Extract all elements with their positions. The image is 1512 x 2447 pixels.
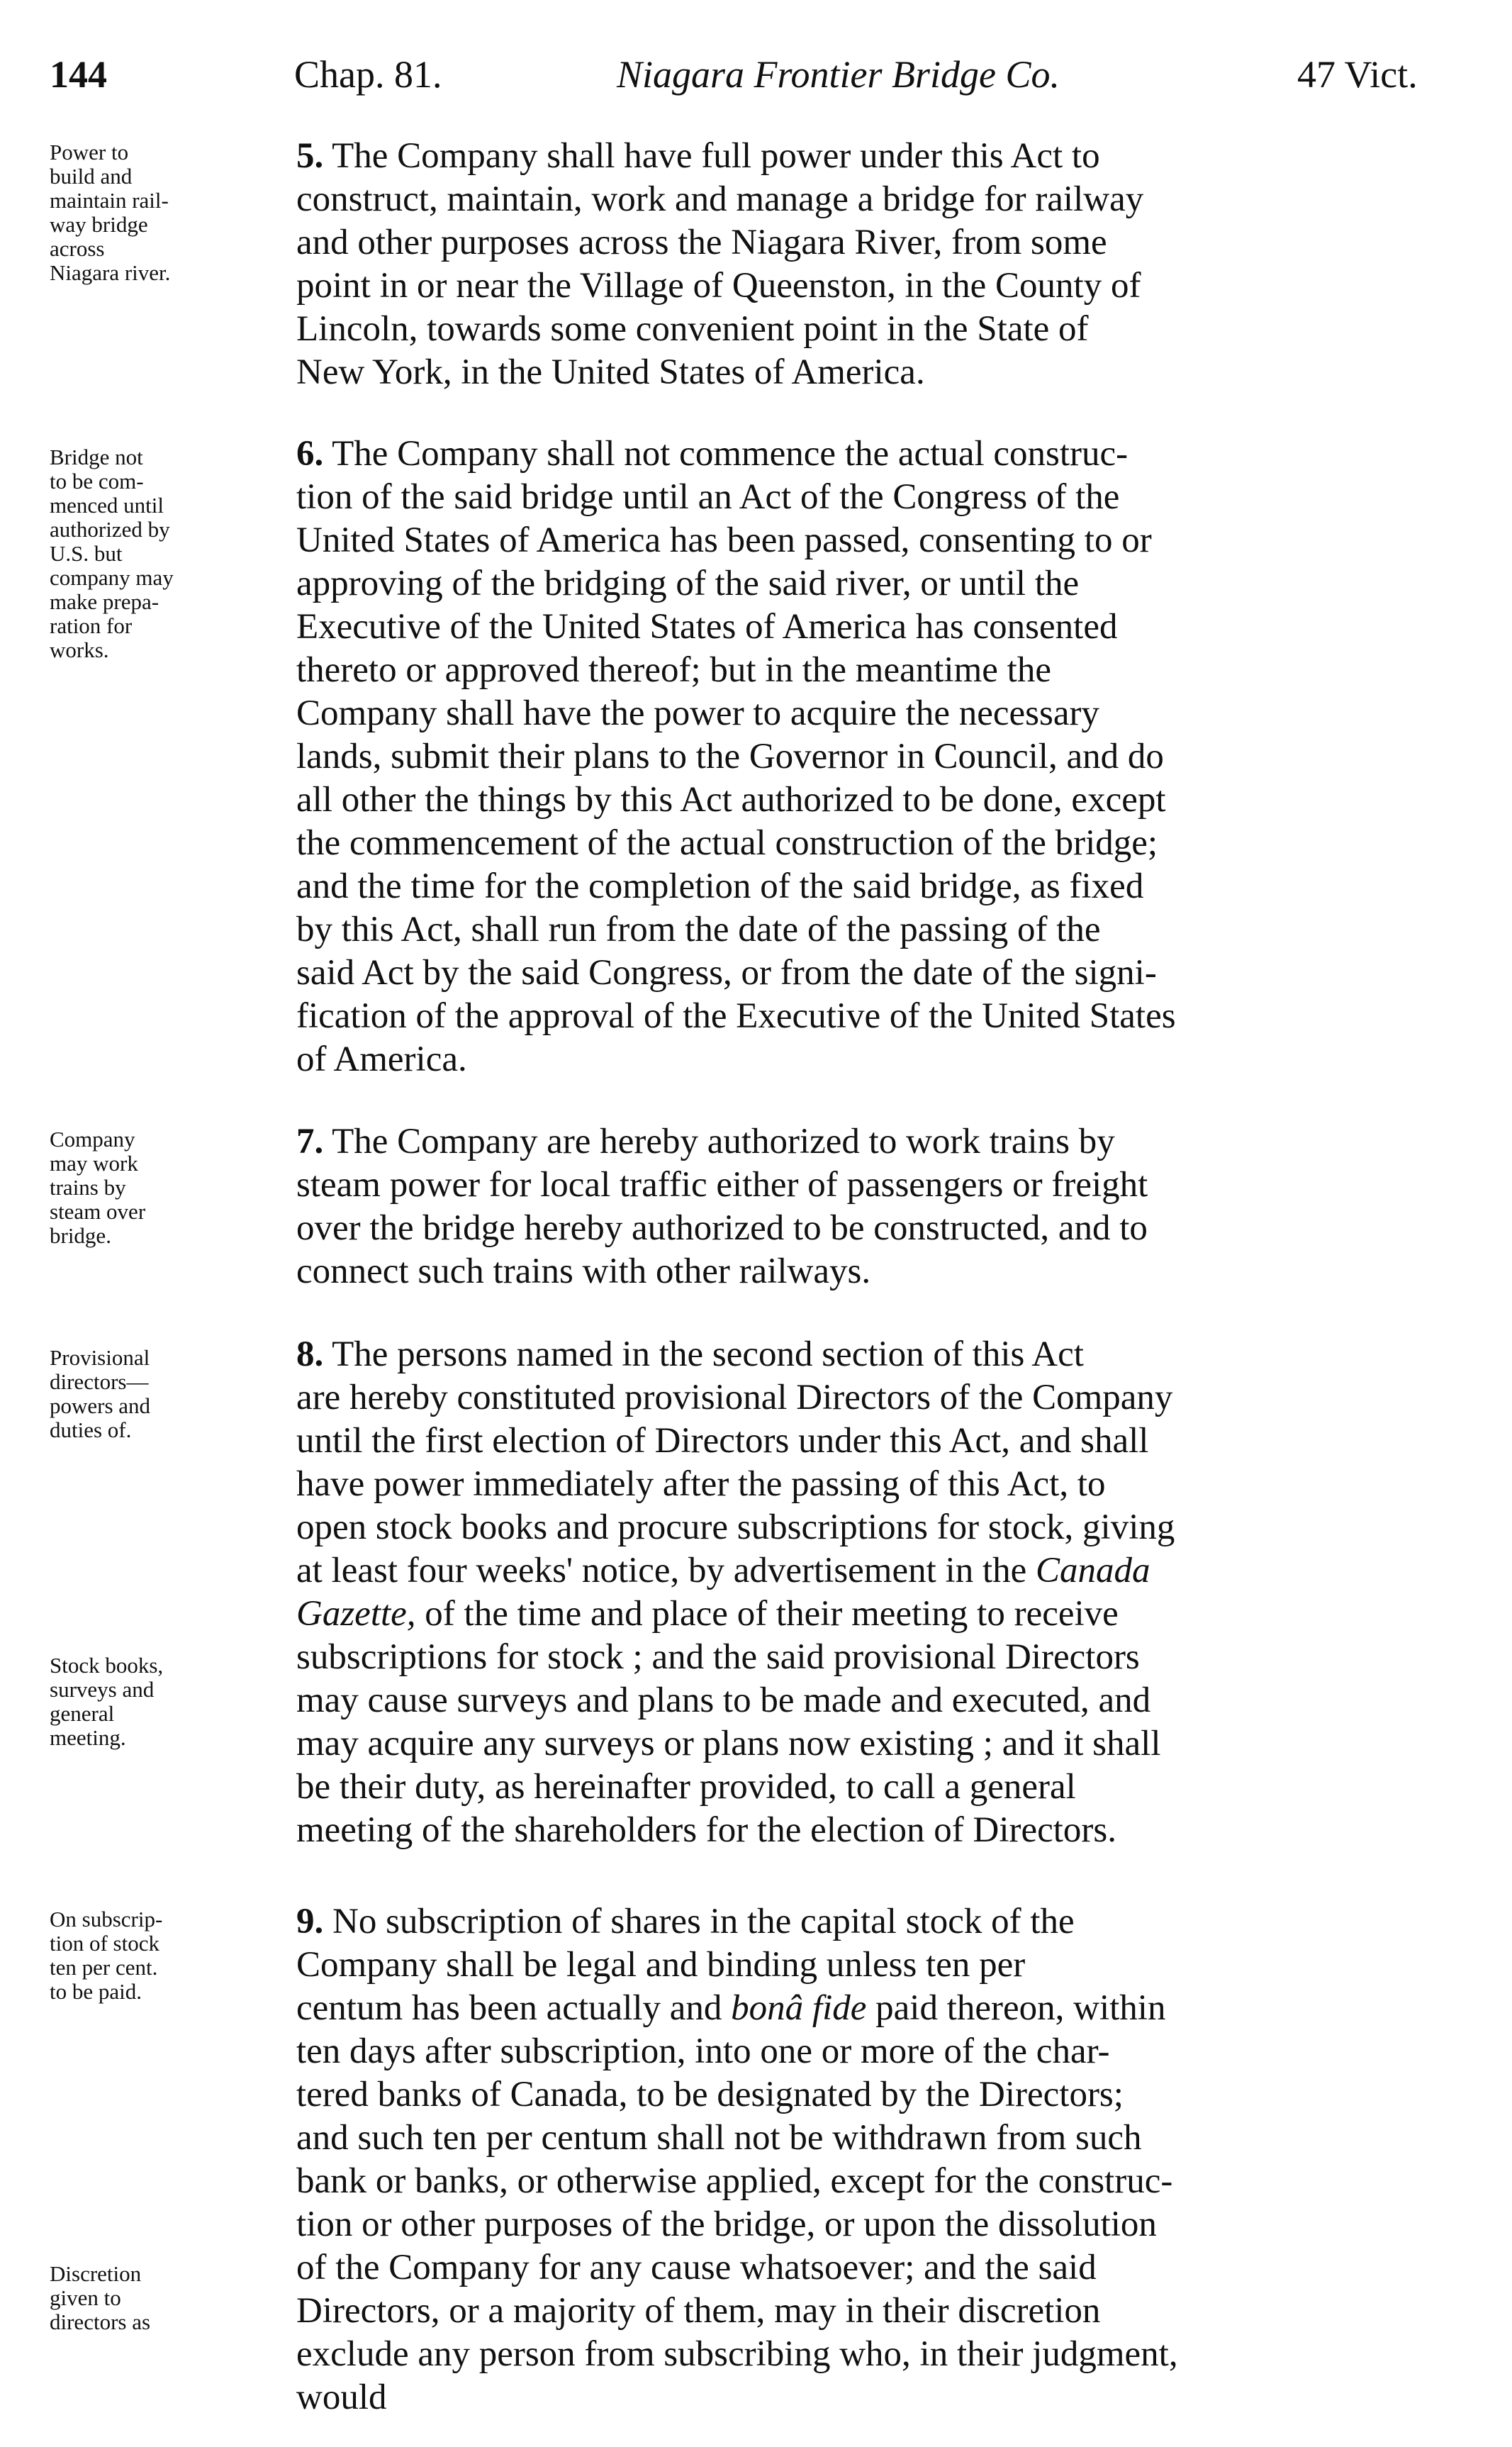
running-title: Niagara Frontier Bridge Co. (617, 53, 1060, 96)
section-body-part-1: No subscription of shares in the capital stock of the Company shall be legal and binding unless ten per centum has been actually and (296, 1902, 1075, 2028)
section-number: 5. (296, 136, 324, 176)
page-number: 144 (50, 53, 107, 96)
section-text (296, 135, 1438, 394)
margin-note: Bridge not to be com- menced until authorized by U.S. but company may make prepa- ration for works. (50, 445, 174, 662)
italic-publication-name: Canada Gazette, (296, 1551, 1150, 1634)
section-text (296, 1900, 1438, 2419)
margin-note-secondary: Discretion given to directors as (50, 2261, 151, 2334)
margin-note: Power to build and maintain rail- way bridge across Niagara river. (50, 140, 171, 285)
section-body-part-2: paid thereon, within ten days after subscription, into one or more of the char- tered banks of Canada, to be designated by the Directors; and such ten per centum shall not be withdrawn from such bank or banks, or otherwise applied, except for the construc- tion or other purposes of the bridge, or upon the dissolution of the Company for any cause whatsoever; and the said Directors, or a majority of them, may in their discretion exclude any person from subscribing who, in their judgment, would (296, 1988, 1178, 2417)
section-body-part-1: The persons named in the second section of this Act are hereby constituted provisional Directors of the Company until the first election of Directors under this Act, and shall have power immediately after the passing of this Act, to open stock books and procure subscriptions for stock, giving at least four weeks' notice, by advertisement in the (296, 1334, 1175, 1590)
margin-note: On subscrip- tion of stock ten per cent. to be paid. (50, 1907, 163, 2004)
margin-note-secondary: Stock books, surveys and general meeting. (50, 1653, 164, 1750)
section-number: 8. (296, 1334, 324, 1374)
regnal-year: 47 Vict. (1297, 53, 1418, 96)
running-header (50, 43, 1460, 106)
margin-note: Company may work trains by steam over bridge. (50, 1127, 146, 1248)
italic-latin-phrase: bonâ fide (731, 1988, 867, 2028)
section-body: The Company shall have full power under this Act to construct, maintain, work and manage a bridge for railway and other purposes across the Niagara River, from some point in or near the Village of Queenston, in the County of Lincoln, towards some convenient point in the State of New York, in the United States of America. (296, 136, 1144, 392)
section-text (296, 1333, 1438, 1852)
section-body: The Company are hereby authorized to work trains by steam power for local traffic either of passengers or freight over the bridge hereby authorized to be constructed, and to connect such trains with other railways. (296, 1122, 1148, 1291)
section-number: 6. (296, 434, 324, 474)
section-number: 9. (296, 1902, 324, 1941)
section-text (296, 433, 1438, 1081)
section-body-part-2: of the time and place of their meeting to receive subscriptions for stock ; and the said provisional Directors may cause surveys and plans to be made and executed, and may acquire any surveys or plans now existing ; and it shall be their duty, as hereinafter provided, to call a general meeting of the shareholders for the election of Directors. (296, 1594, 1161, 1850)
margin-note: Provisional directors— powers and duties of. (50, 1345, 151, 1442)
section-number: 7. (296, 1122, 324, 1161)
section-text (296, 1120, 1438, 1293)
section-body: The Company shall not commence the actual construc- tion of the said bridge until an Act of the Congress of the United States of America has been passed, consenting to or approving of the bridging of the said river, or until the Executive of the United States of America has consented thereto or approved thereof; but in the meantime the Company shall have the power to acquire the necessary lands, submit their plans to the Governor in Council, and do all other the things by this Act authorized to be done, except the commencement of the actual construction of the bridge; and the time for the completion of the said bridge, as fixed by this Act, shall run from the date of the passing of the said Act by the said Congress, or from the date of the signi- fication of the approval of the Executive of the United States of America. (296, 434, 1176, 1079)
chapter-label: Chap. 81. (294, 53, 442, 96)
